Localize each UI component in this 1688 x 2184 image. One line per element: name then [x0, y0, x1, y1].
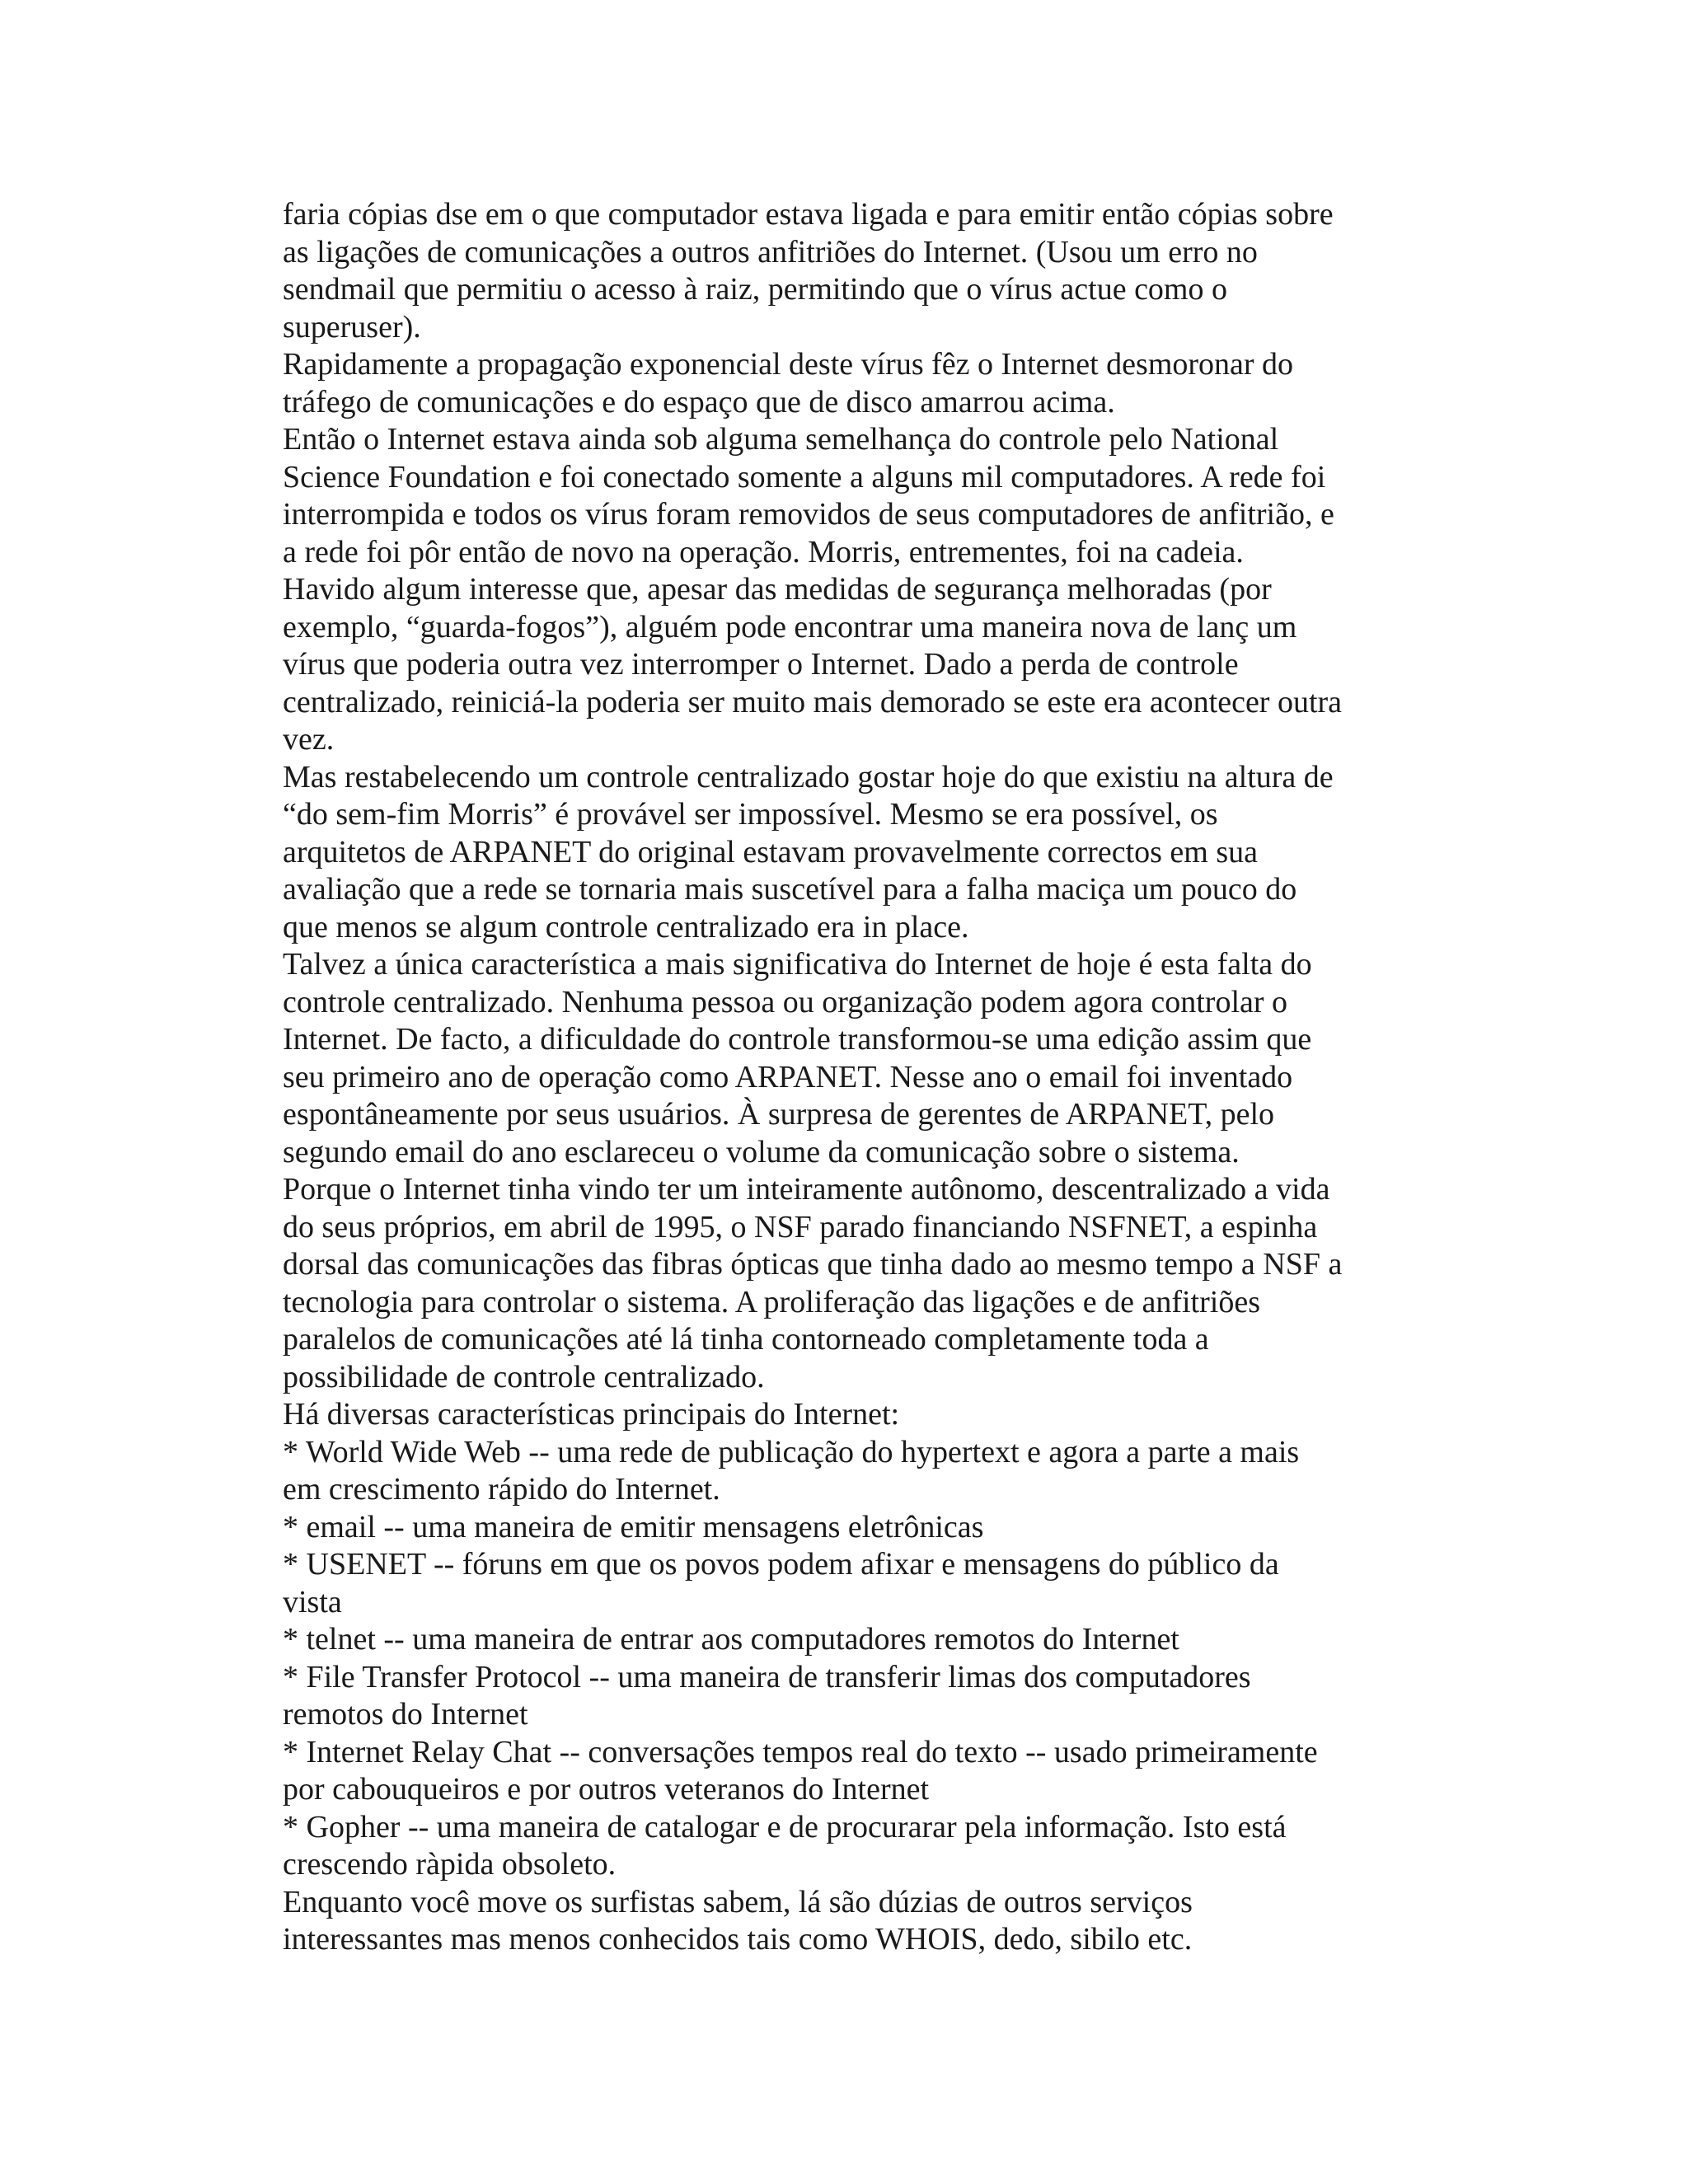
- text-line: que menos se algum controle centralizado era in place.: [283, 909, 969, 944]
- text-line: vez.: [283, 722, 335, 757]
- text-line: interessantes mas menos conhecidos tais como WHOIS, dedo, sibilo etc.: [283, 1922, 1193, 1957]
- text-line: Havido algum interesse que, apesar das medidas de segurança melhoradas (por: [283, 572, 1272, 607]
- document-body-text: [283, 196, 1404, 1959]
- text-line: Enquanto você move os surfistas sabem, lá são dúzias de outros serviços: [283, 1884, 1193, 1919]
- text-line: exemplo, “guarda-fogos”), alguém pode encontrar uma maneira nova de lanç um: [283, 609, 1297, 644]
- text-line: interrompida e todos os vírus foram removidos de seus computadores de anfitrião, e: [283, 497, 1334, 532]
- text-line: espontâneamente por seus usuários. À surpresa de gerentes de ARPANET, pelo: [283, 1097, 1275, 1132]
- text-line: controle centralizado. Nenhuma pessoa ou organização podem agora controlar o: [283, 984, 1288, 1019]
- text-line: superuser).: [283, 309, 421, 344]
- text-line: tráfego de comunicações e do espaço que de disco amarrou acima.: [283, 384, 1115, 419]
- text-line: segundo email do ano esclareceu o volume da comunicação sobre o sistema.: [283, 1134, 1240, 1169]
- text-line: Talvez a única característica a mais significativa do Internet de hoje é esta falta do: [283, 947, 1312, 982]
- text-line: Há diversas características principais do Internet:: [283, 1397, 900, 1432]
- text-line: Então o Internet estava ainda sob alguma semelhança do controle pelo National: [283, 422, 1279, 457]
- text-line: * File Transfer Protocol -- uma maneira de transferir limas dos computadores: [283, 1659, 1251, 1694]
- text-line: Science Foundation e foi conectado somente a alguns mil computadores. A rede foi: [283, 459, 1326, 494]
- text-line: tecnologia para controlar o sistema. A proliferação das ligações e de anfitriões: [283, 1284, 1260, 1319]
- text-line: arquitetos de ARPANET do original estavam provavelmente correctos em sua: [283, 834, 1258, 869]
- text-line: vista: [283, 1584, 342, 1619]
- text-line: sendmail que permitiu o acesso à raiz, permitindo que o vírus actue como o: [283, 272, 1227, 307]
- text-line: por cabouqueiros e por outros veteranos do Internet: [283, 1772, 930, 1807]
- text-line: dorsal das comunicações das fibras ópticas que tinha dado ao mesmo tempo a NSF a: [283, 1247, 1343, 1282]
- text-line: * Gopher -- uma maneira de catalogar e de procurarar pela informação. Isto está: [283, 1809, 1287, 1844]
- text-line: * email -- uma maneira de emitir mensagens eletrônicas: [283, 1509, 984, 1544]
- text-line: avaliação que a rede se tornaria mais suscetível para a falha maciça um pouco do: [283, 872, 1297, 907]
- text-line: “do sem-fim Morris” é provável ser impossível. Mesmo se era possível, os: [283, 797, 1218, 832]
- text-line: vírus que poderia outra vez interromper o Internet. Dado a perda de controle: [283, 647, 1239, 682]
- text-line: * World Wide Web -- uma rede de publicação do hypertext e agora a parte a mais: [283, 1434, 1300, 1469]
- text-line: a rede foi pôr então de novo na operação. Morris, entrementes, foi na cadeia.: [283, 534, 1244, 569]
- text-line: paralelos de comunicações até lá tinha contorneado completamente toda a: [283, 1322, 1209, 1357]
- text-line: faria cópias dse em o que computador estava ligada e para emitir então cópias sobre: [283, 197, 1334, 232]
- text-line: * USENET -- fóruns em que os povos podem afixar e mensagens do público da: [283, 1547, 1279, 1582]
- text-line: em crescimento rápido do Internet.: [283, 1472, 720, 1507]
- text-line: centralizado, reiniciá-la poderia ser muito mais demorado se este era acontecer outra: [283, 684, 1343, 719]
- text-line: do seus próprios, em abril de 1995, o NSF parado financiando NSFNET, a espinha: [283, 1209, 1318, 1244]
- text-line: crescendo ràpida obsoleto.: [283, 1847, 617, 1882]
- text-line: Mas restabelecendo um controle centralizado gostar hoje do que existiu na altura de: [283, 759, 1334, 794]
- text-line: * Internet Relay Chat -- conversações tempos real do texto -- usado primeiramente: [283, 1734, 1318, 1769]
- text-line: seu primeiro ano de operação como ARPANET. Nesse ano o email foi inventado: [283, 1059, 1293, 1094]
- text-line: remotos do Internet: [283, 1697, 528, 1732]
- text-line: Porque o Internet tinha vindo ter um inteiramente autônomo, descentralizado a vida: [283, 1172, 1330, 1207]
- text-line: * telnet -- uma maneira de entrar aos computadores remotos do Internet: [283, 1622, 1179, 1657]
- text-line: Internet. De facto, a dificuldade do controle transformou-se uma edição assim que: [283, 1022, 1312, 1057]
- text-line: Rapidamente a propagação exponencial deste vírus fêz o Internet desmoronar do: [283, 347, 1294, 382]
- text-line: possibilidade de controle centralizado.: [283, 1359, 765, 1394]
- text-line: as ligações de comunicações a outros anfitriões do Internet. (Usou um erro no: [283, 234, 1258, 269]
